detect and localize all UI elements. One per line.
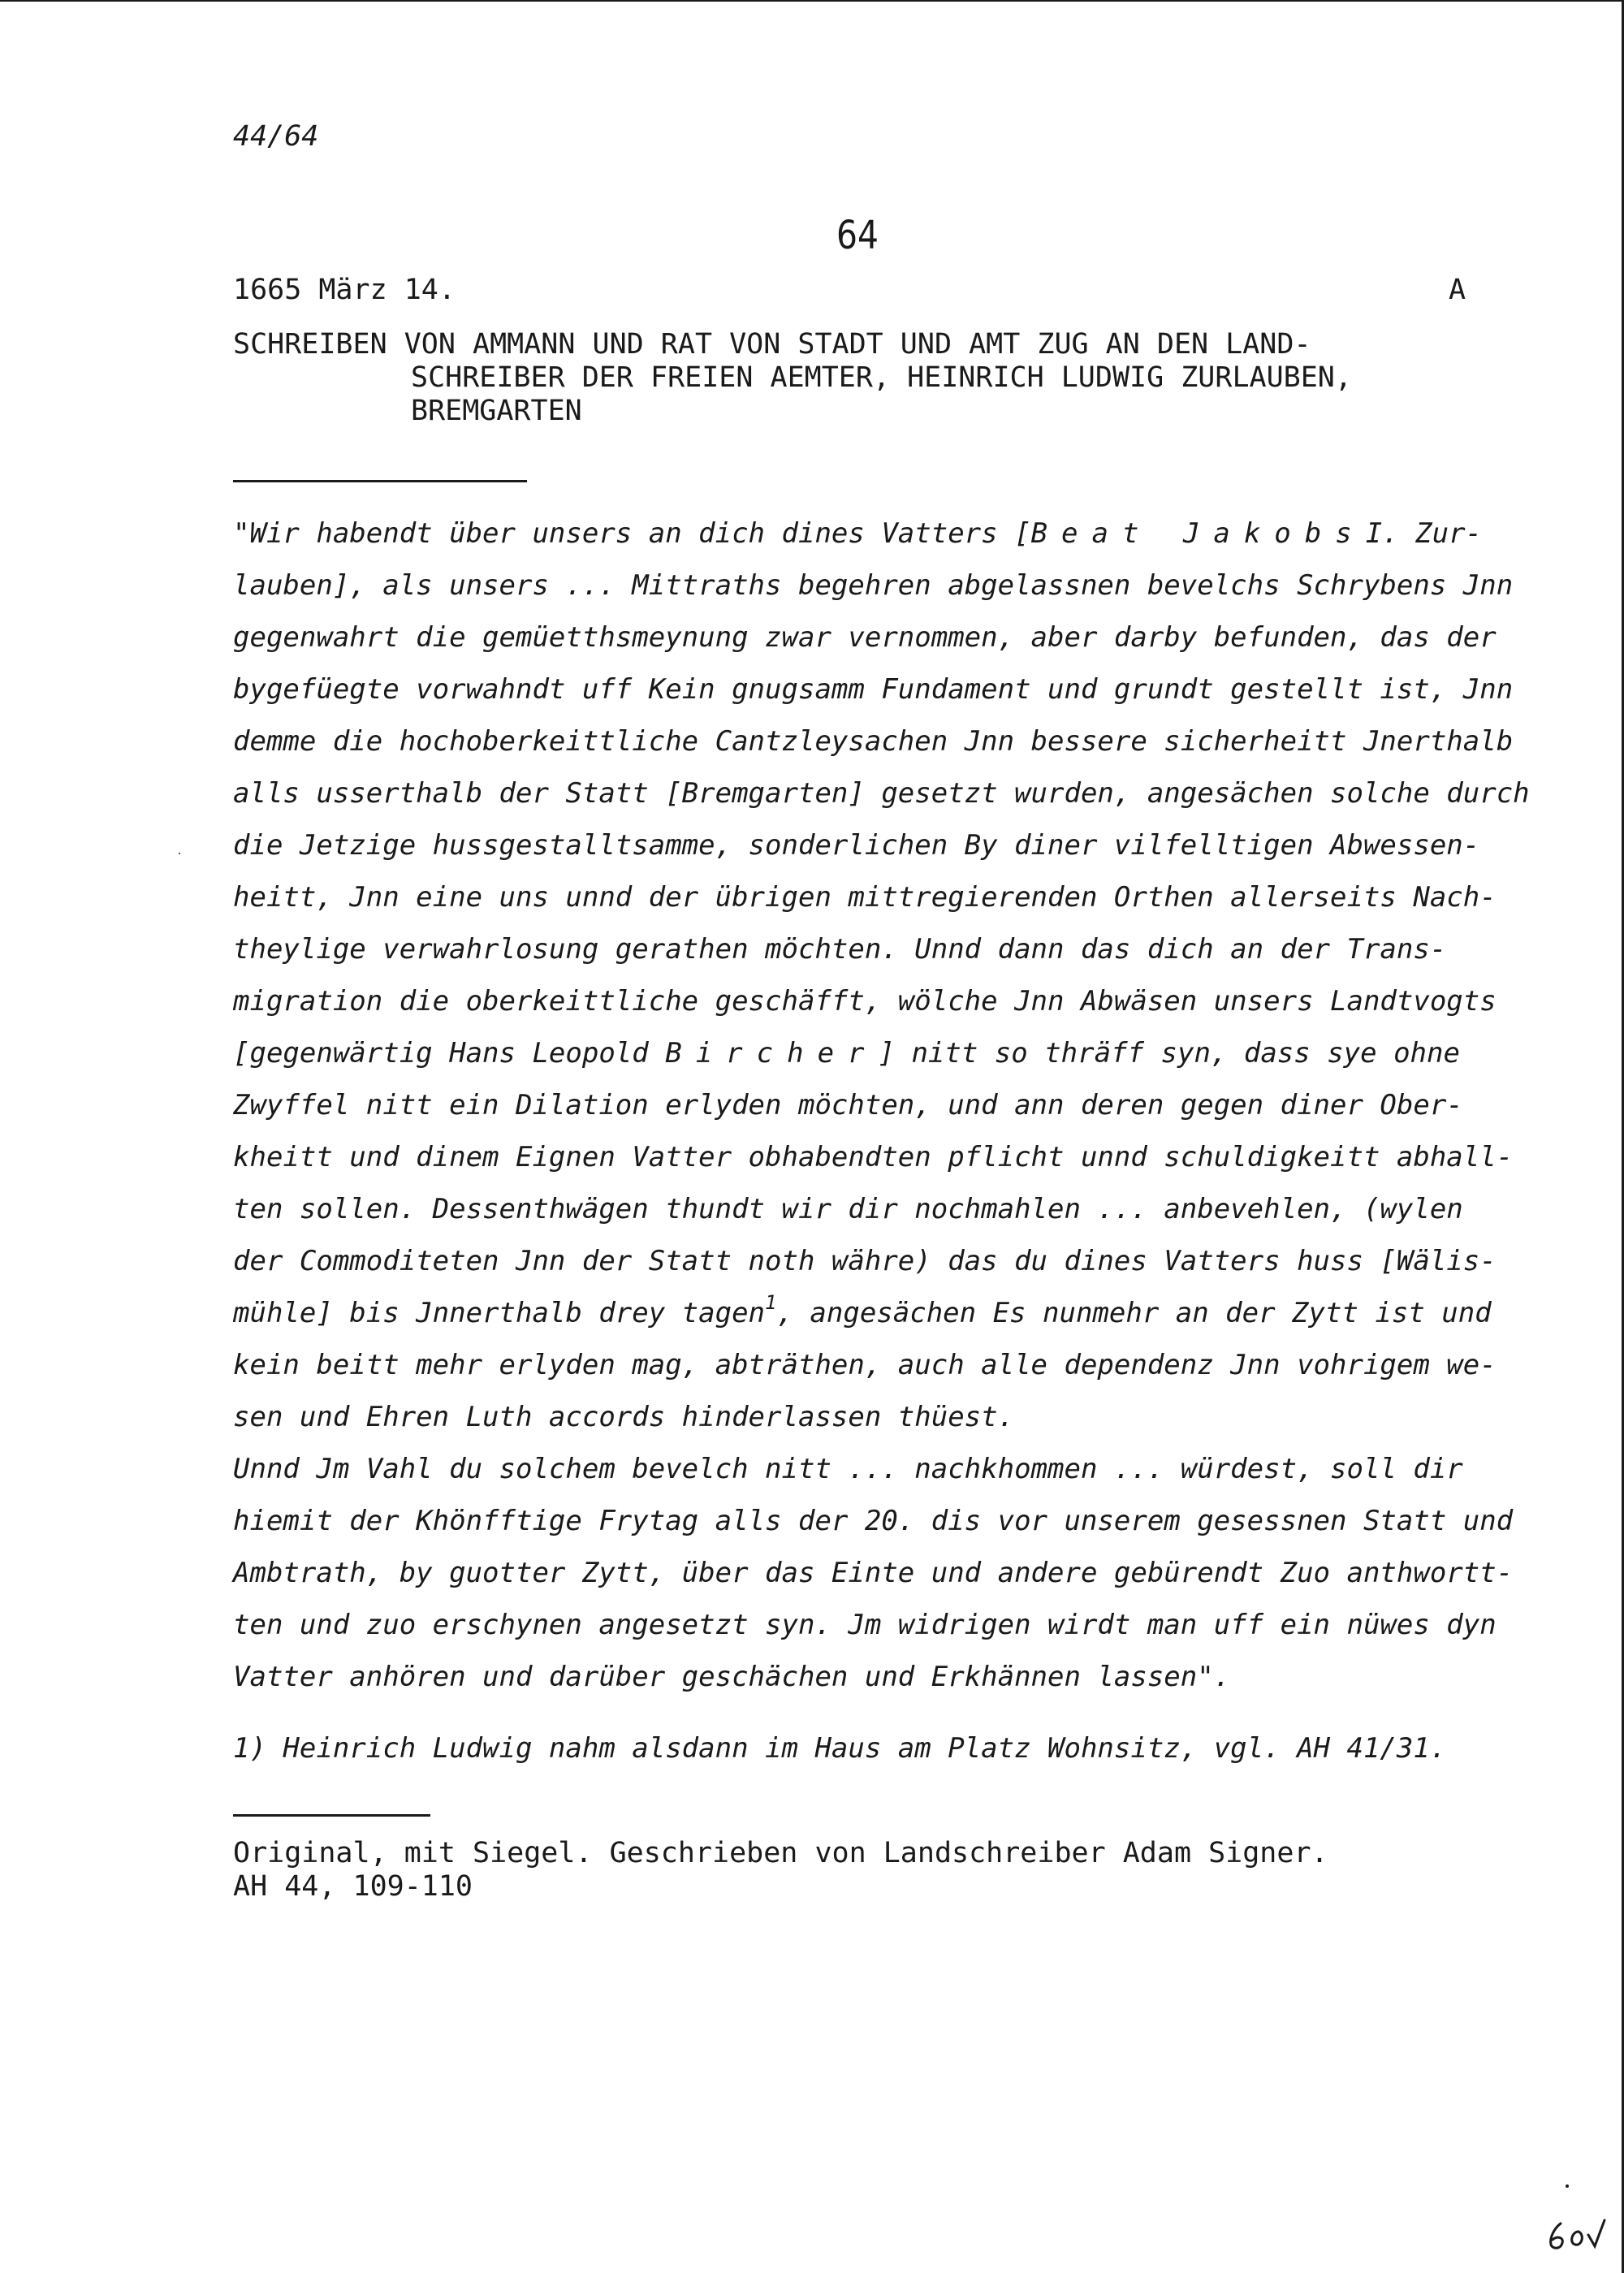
scan-border-top <box>0 0 1622 2</box>
body-line-1: "Wir habendt über unsers an dich dines Vatters [Beat JakobsI. Zur- <box>233 517 1483 550</box>
body-line-3: gegenwahrt die gemüetthsmeynung zwar vernommen, aber darby befunden, das der <box>233 621 1497 654</box>
body-line-2: lauben], als unsers ... Mittraths begehren abgelassnen bevelchs Schrybens Jnn <box>233 569 1514 602</box>
body-line-4: bygefüegte vorwahndt uff Kein gnugsamm Fundament und grundt gestellt ist, Jnn <box>233 673 1514 706</box>
body-line-9: theylige verwahrlosung gerathen möchten. Unnd dann das dich an der Trans- <box>233 933 1447 966</box>
body-line-23: Vatter anhören und darüber geschächen und Erkhännen lassen". <box>233 1661 1231 1693</box>
body-line-13: kheitt und dinem Eignen Vatter obhabendten pflicht unnd schuldigkeitt abhall- <box>233 1141 1514 1173</box>
footnote: 1) Heinrich Ludwig nahm alsdann im Haus am Platz Wohnsitz, vgl. AH 41/31. <box>233 1732 1447 1765</box>
body-line-15: der Commoditeten Jnn der Statt noth währe) das du dines Vatters huss [Wälis- <box>233 1245 1497 1277</box>
margin-mark <box>179 853 180 854</box>
body-line-18: sen und Ehren Luth accords hinderlassen thüest. <box>233 1401 1015 1433</box>
body-line-10: migration die oberkeittliche geschäfft, wölche Jnn Abwäsen unsers Landtvogts <box>233 985 1497 1018</box>
source-note-line-1: Original, mit Siegel. Geschrieben von Landschreiber Adam Signer. <box>233 1837 1328 1869</box>
title-separator-rule <box>233 480 527 482</box>
body-line-12: Zwyffel nitt ein Dilation erlyden möchten, und ann deren gegen diner Ober- <box>233 1089 1463 1121</box>
body-line-5: demme die hochoberkeittliche Cantzleysachen Jnn bessere sicherheitt Jnerthalb <box>233 725 1514 758</box>
name-bircher: Bircher <box>665 1037 879 1070</box>
body-line-8: heitt, Jnn eine uns unnd der übrigen mittregierenden Orthen allerseits Nach- <box>233 881 1497 914</box>
footnote-marker: 1 <box>765 1291 777 1314</box>
title-line-2: SCHREIBER DER FREIEN AEMTER, HEINRICH LUDWIG ZURLAUBEN, <box>411 361 1352 394</box>
corner-dot <box>1566 2184 1569 2188</box>
title-line-3: BREMGARTEN <box>411 395 582 427</box>
body-line-22: ten und zuo erschynen angesetzt syn. Jm widrigen wirdt man uff ein nüwes dyn <box>233 1609 1497 1641</box>
footnote-separator-rule <box>233 1814 430 1817</box>
body-line-6: alls usserthalb der Statt [Bremgarten] gesetzt wurden, angesächen solche durch <box>233 777 1530 810</box>
body-line-11: [gegenwärtig Hans Leopold Bircher] nitt so thräff syn, dass sye ohne <box>233 1037 1460 1070</box>
source-note-line-2: AH 44, 109-110 <box>233 1870 473 1903</box>
body-line-14: ten sollen. Dessenthwägen thundt wir dir nochmahlen ... anbevehlen, (wylen <box>233 1193 1463 1225</box>
document-date: 1665 März 14. <box>233 274 456 306</box>
body-line-16: mühle] bis Jnnerthalb drey tagen$^1$, angesächen Es nunmehr an der Zytt ist und <box>233 1291 1492 1329</box>
handwritten-page-number <box>1543 2214 1608 2254</box>
body-line-7: die Jetzige hussgestalltsamme, sonderlichen By diner vilfelltigen Abwessen- <box>233 829 1480 862</box>
name-beat-jakobs: Beat Jakobs <box>1030 517 1366 550</box>
body-line-19: Unnd Jm Vahl du solchem bevelch nitt ... nachkhommen ... würdest, soll dir <box>233 1453 1463 1485</box>
body-line-21: Ambtrath, by guotter Zytt, über das Einte und andere gebürendt Zuo anthwortt- <box>233 1557 1514 1589</box>
document-type: A <box>1449 274 1466 306</box>
body-line-17: kein beitt mehr erlyden mag, abträthen, auch alle dependenz Jnn vohrigem we- <box>233 1349 1497 1381</box>
document-number: 64 <box>836 213 879 258</box>
title-line-1: SCHREIBEN VON AMMANN UND RAT VON STADT UND AMT ZUG AN DEN LAND- <box>233 328 1311 361</box>
archive-reference: 44/64 <box>233 120 319 153</box>
body-line-20: hiemit der Khönfftige Frytag alls der 20. dis vor unserem gesessnen Statt und <box>233 1505 1514 1537</box>
